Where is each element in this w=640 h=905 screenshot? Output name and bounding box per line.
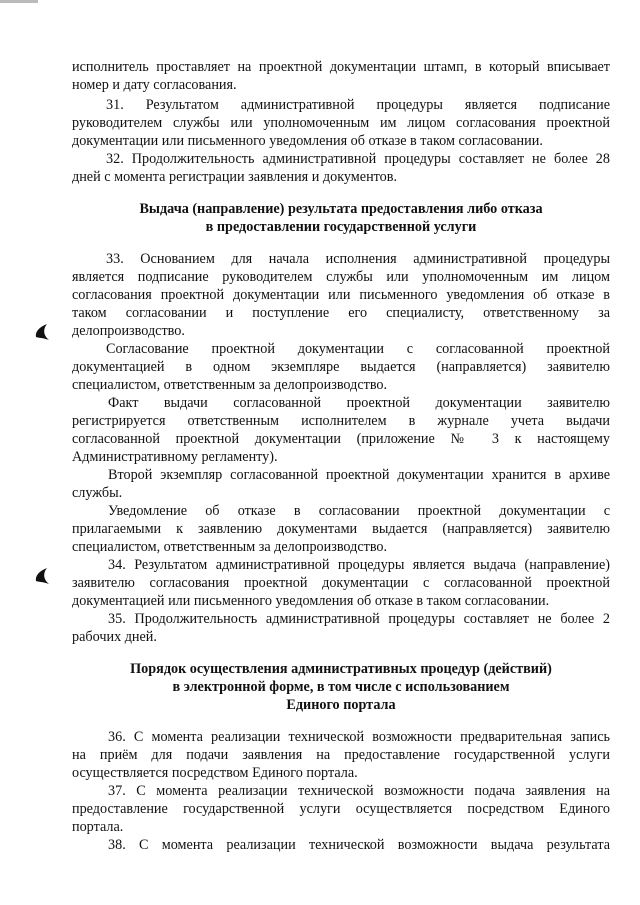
paragraph-31-line: документации или письменного уведомления об отказе в таком согласовании. [72,133,543,149]
paragraph-37-line: 37. С момента реализации технической возможности подача заявления на [108,783,610,799]
paragraph-33e-line: прилагаемыми к заявлению документами выдается (направляется) заявителю [72,521,610,537]
paragraph-36-line: 36. С момента реализации технической возможности предварительная запись [108,729,610,745]
section-heading: в электронной форме, в том числе с использованием [172,679,510,695]
paragraph-33b-line: Согласование проектной документации с согласованной проектной [106,341,610,357]
paragraph-35-line: рабочих дней. [72,629,157,645]
paragraph-33e-line: специалистом, ответственным за делопроизводство. [72,539,388,555]
paragraph-31-line: руководителем службы или уполномоченным им лицом согласования проектной [72,115,610,131]
paragraph-33d-line: службы. [72,485,123,501]
paragraph-33c-line: регистрируется ответственным исполнителем в журнале учета выдачи [72,413,610,429]
paragraph-37-line: предоставление государственной услуги осуществляется посредством Единого [72,801,610,817]
paragraph-38-line: 38. С момента реализации технической возможности выдача результата [108,837,610,853]
scan-corner-mark [0,0,38,3]
paragraph-33b-line: специалистом, ответственным за делопроизводство. [72,377,388,393]
paragraph-36-line: на приём для подачи заявления на предоставление государственной услуги [72,747,610,763]
paragraph-34-line: 34. Результатом административной процедуры является выдача (направление) [108,557,610,573]
text-line: исполнитель проставляет на проектной документации штамп, в который вписывает [72,59,610,75]
paragraph-32-line: 32. Продолжительность административной процедуры составляет не более 28 [106,151,610,167]
paragraph-37-line: портала. [72,819,124,835]
paragraph-35-line: 35. Продолжительность административной процедуры составляет не более 2 [108,611,610,627]
paragraph-33-line: таком согласовании и поступление его специалисту, ответственному за [72,305,610,321]
paragraph-33d-line: Второй экземпляр согласованной проектной документации хранится в архиве [108,467,610,483]
paragraph-33-line: делопроизводство. [72,323,185,339]
paragraph-33-line: согласования проектной документации или письменного уведомления об отказе в [72,287,610,303]
section-heading: в предоставлении государственной услуги [205,219,477,235]
section-heading: Порядок осуществления административных процедур (действий) [130,661,552,677]
paragraph-34-line: заявителю согласования проектной документации с согласованной проектной [72,575,610,591]
paragraph-33-line: является подписание руководителем службы или уполномоченным им лицом [72,269,610,285]
margin-bracket-mark [30,566,52,586]
paragraph-33c-line: согласованной проектной документации (приложение № 3 к настоящему [72,431,610,447]
paragraph-32-line: дней с момента регистрации заявления и документов. [72,169,398,185]
paragraph-33c-line: Факт выдачи согласованной проектной документации заявителю [108,395,610,411]
paragraph-34-line: документацией или письменного уведомления об отказе в таком согласовании. [72,593,550,609]
paragraph-33-line: 33. Основанием для начала исполнения административной процедуры [106,251,610,267]
paragraph-33e-line: Уведомление об отказе в согласовании проектной документации с [108,503,610,519]
paragraph-33b-line: документацией в одном экземпляре выдается (направляется) заявителю [72,359,610,375]
margin-bracket-mark [30,322,52,342]
paragraph-31-line: 31. Результатом административной процедуры является подписание [106,97,610,113]
paragraph-33c-line: Административному регламенту). [72,449,278,465]
section-heading: Единого портала [286,697,396,713]
paragraph-36-line: осуществляется посредством Единого портала. [72,765,358,781]
text-line: номер и дату согласования. [72,77,237,93]
section-heading: Выдача (направление) результата предоставления либо отказа [139,201,543,217]
